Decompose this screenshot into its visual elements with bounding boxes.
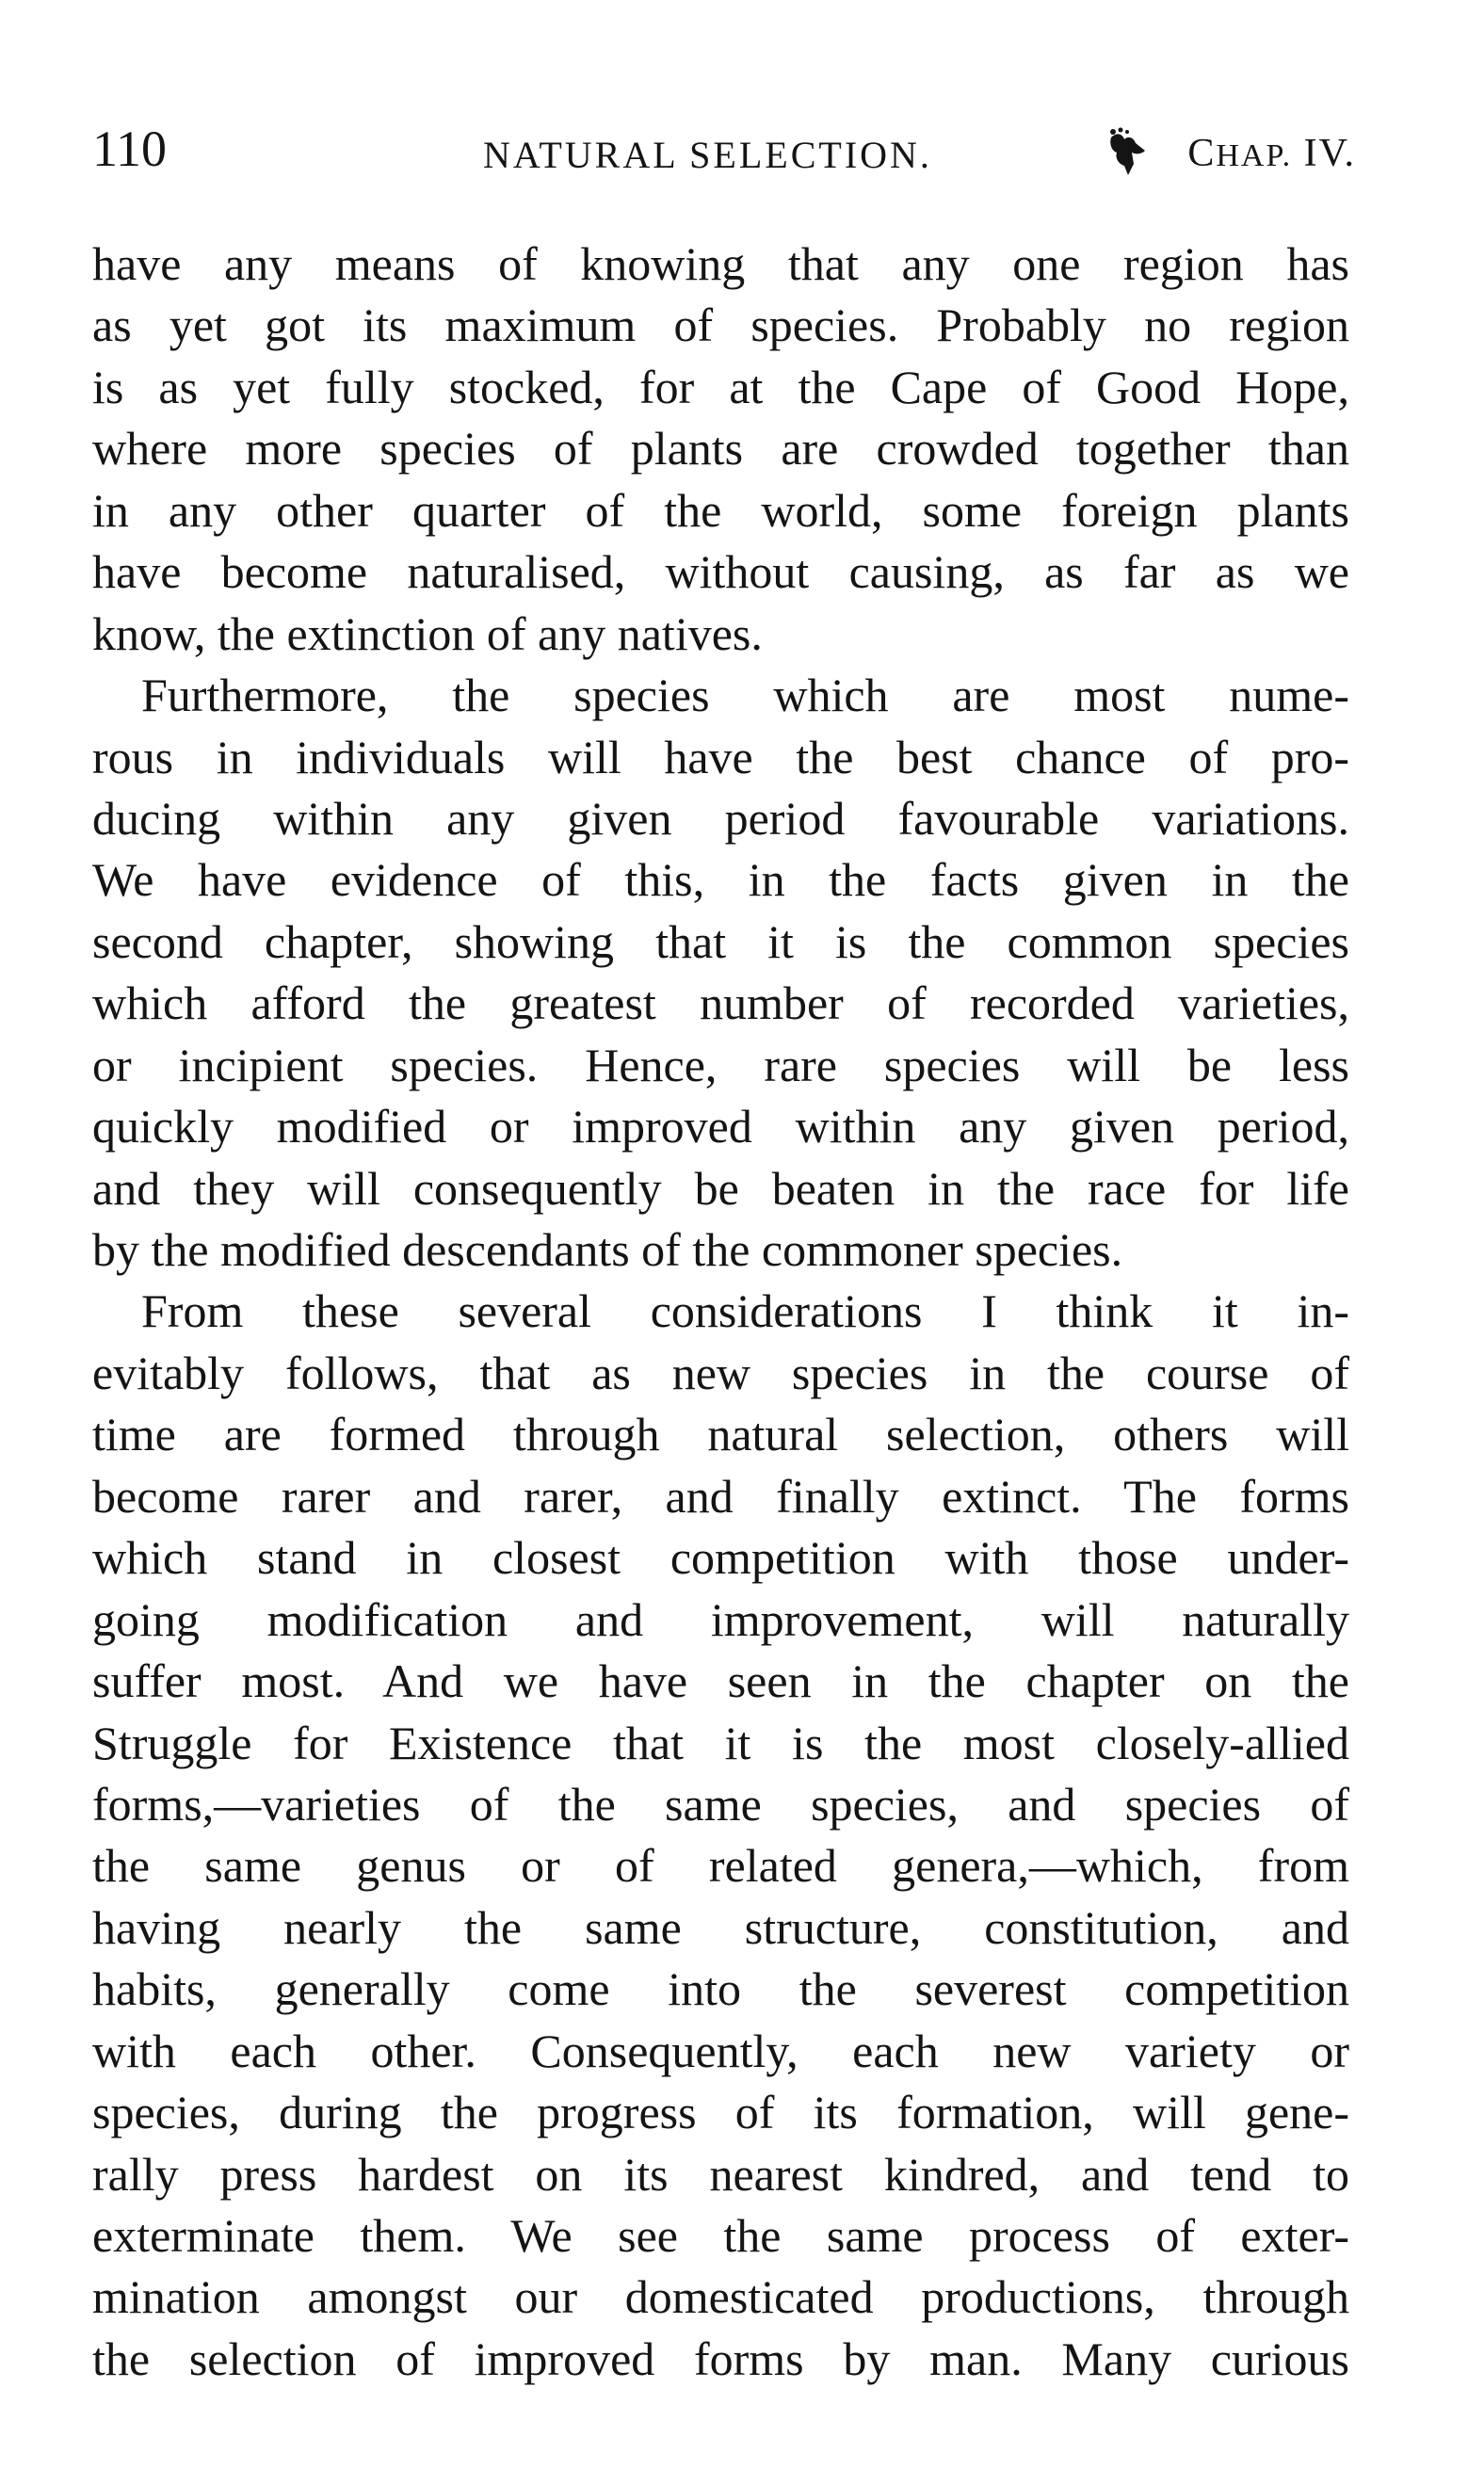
text-line: the same genus or of related genera,—which, from	[92, 1839, 1349, 1893]
text-line: forms,—varieties of the same species, and species of	[92, 1777, 1349, 1831]
chapter-label-initial: C	[1187, 132, 1217, 175]
paragraph-first-line: Furthermore, the species which are most nume-	[141, 669, 1349, 722]
running-header	[92, 121, 1356, 186]
text-line: and they will consequently be beaten in the race for life	[92, 1161, 1349, 1215]
chapter-label-numeral: IV.	[1303, 132, 1356, 175]
text-line: rally press hardest on its nearest kindred, and tend to	[92, 2147, 1349, 2201]
chapter-label	[1187, 130, 1356, 180]
text-line: habits, generally come into the severest competition	[92, 1962, 1349, 2016]
text-line: with each other. Consequently, each new variety or	[92, 2024, 1349, 2077]
text-line: which afford the greatest number of recorded varieties,	[92, 976, 1349, 1030]
text-line: in any other quarter of the world, some foreign plants	[92, 483, 1349, 537]
text-line: time are formed through natural selection, others will	[92, 1408, 1349, 1461]
paragraph-first-line: From these several considerations I think it in-	[141, 1284, 1349, 1338]
text-line: evitably follows, that as new species in the course of	[92, 1346, 1349, 1399]
text-line: become rarer and rarer, and finally extinct. The forms	[92, 1469, 1349, 1523]
text-line: species, during the progress of its formation, will gene-	[92, 2086, 1349, 2139]
text-line: have any means of knowing that any one region has	[92, 237, 1349, 290]
text-line: exterminate them. We see the same process of exter-	[92, 2209, 1349, 2262]
text-line: have become naturalised, without causing, as far as we	[92, 545, 1349, 599]
text-line: the selection of improved forms by man. Many curious	[92, 2332, 1349, 2385]
text-line: where more species of plants are crowded together than	[92, 422, 1349, 476]
text-line: which stand in closest competition with those under-	[92, 1531, 1349, 1585]
text-line: is as yet fully stocked, for at the Cape of Good Hope,	[92, 360, 1349, 413]
text-line: know, the extinction of any natives.	[92, 606, 763, 660]
running-title: NATURAL SELECTION.	[483, 134, 932, 176]
text-line: going modification and improvement, will naturally	[92, 1592, 1349, 1646]
text-line: as yet got its maximum of species. Probably no region	[92, 299, 1349, 352]
text-line: We have evidence of this, in the facts given in the	[92, 853, 1349, 907]
text-line: quickly modified or improved within any given period,	[92, 1100, 1349, 1154]
text-line: suffer most. And we have seen in the chapter on the	[92, 1654, 1349, 1708]
text-line: mination amongst our domesticated productions, through	[92, 2270, 1349, 2324]
text-line: having nearly the same structure, constitution, and	[92, 1900, 1349, 1954]
text-line: ducing within any given period favourable variations.	[92, 791, 1349, 845]
body-text	[92, 234, 1349, 2390]
text-line: by the modified descendants of the commoner species.	[92, 1223, 1123, 1276]
page-number: 110	[92, 121, 167, 177]
printers-ornament-icon	[1104, 126, 1154, 183]
text-line: or incipient species. Hence, rare species will be less	[92, 1038, 1349, 1091]
text-line: second chapter, showing that it is the common species	[92, 914, 1349, 968]
chapter-label-rest: HAP.	[1216, 138, 1293, 173]
text-line: rous in individuals will have the best chance of pro-	[92, 730, 1349, 783]
text-line: Struggle for Existence that it is the most closely-allied	[92, 1716, 1349, 1769]
